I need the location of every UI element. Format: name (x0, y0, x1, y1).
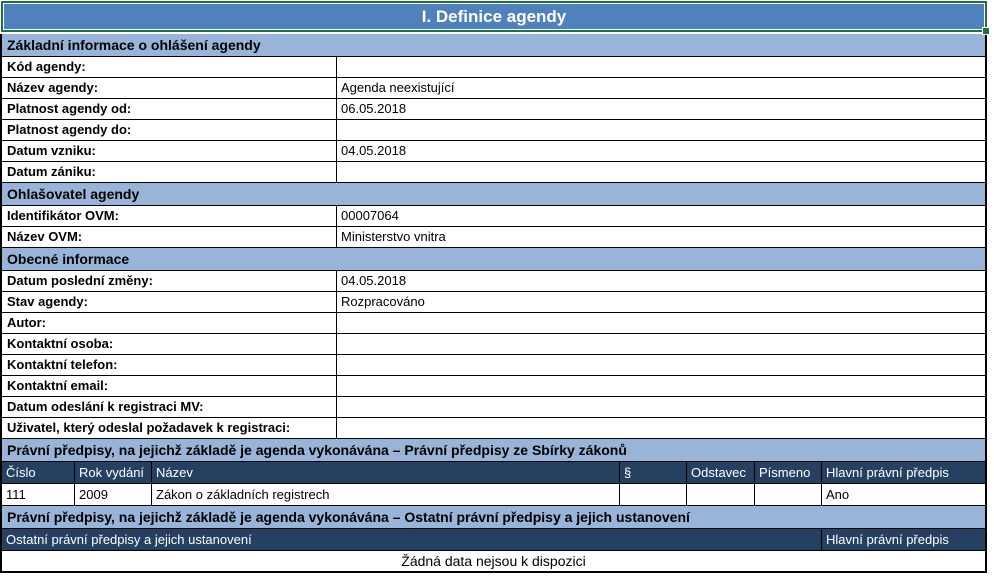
form-row (2, 162, 985, 183)
field-value-identifikator-ovm[interactable]: 00007064 (341, 208, 399, 223)
field-value-nazev-agendy[interactable]: Agenda neexistující (341, 80, 455, 95)
form-row (2, 376, 985, 397)
col-header-cislo[interactable]: Číslo (2, 462, 75, 483)
field-value-autor[interactable] (337, 313, 985, 333)
field-label-kod-agendy[interactable]: Kód agendy: (2, 57, 337, 77)
legal-table-header-row (2, 462, 985, 484)
form-row (2, 313, 985, 334)
field-value-uzivatel-pozadavek[interactable] (337, 418, 985, 438)
field-label-kontaktni-osoba[interactable]: Kontaktní osoba: (2, 334, 337, 354)
no-data-message: Žádná data nejsou k dispozici (401, 553, 586, 569)
form-row (2, 120, 985, 141)
form-row (2, 334, 985, 355)
col-header-pismeno[interactable]: Písmeno (755, 462, 822, 483)
field-value-datum-odeslani-registrace[interactable] (337, 397, 985, 417)
field-value-stav-agendy[interactable]: Rozpracováno (341, 294, 425, 309)
form-row (2, 418, 985, 439)
field-label-nazev-ovm[interactable]: Název OVM: (2, 227, 337, 247)
col-header-ostatni-predpisy[interactable]: Ostatní právní předpisy a jejich ustanovení (2, 529, 822, 550)
cell-nazev[interactable]: Zákon o základních registrech (152, 484, 620, 505)
form-row (2, 78, 985, 99)
field-label-uzivatel-pozadavek[interactable]: Uživatel, který odeslal požadavek k registraci: (2, 418, 337, 438)
cell-odstavec[interactable] (687, 484, 755, 505)
section-header-ohlasovatel[interactable]: Ohlašovatel agendy (2, 183, 985, 206)
form-grid (0, 34, 987, 573)
form-row (2, 292, 985, 313)
form-row (2, 227, 985, 248)
cell-pismeno[interactable] (755, 484, 822, 505)
title-selection-frame (1, 1, 987, 32)
form-row (2, 271, 985, 292)
form-row (2, 57, 985, 78)
cell-hlavni-predpis[interactable]: Ano (826, 487, 850, 502)
field-label-kontaktni-telefon[interactable]: Kontaktní telefon: (2, 355, 337, 375)
field-label-platnost-od[interactable]: Platnost agendy od: (2, 99, 337, 119)
field-value-kontaktni-email[interactable] (337, 376, 985, 396)
worksheet-title-cell[interactable]: I. Definice agendy (3, 3, 985, 30)
col-header-hlavni-predpis[interactable]: Hlavní právní předpis (826, 465, 949, 480)
cell-rok-vydani[interactable]: 2009 (75, 484, 152, 505)
field-label-datum-odeslani-registrace[interactable]: Datum odeslání k registraci MV: (2, 397, 337, 417)
field-value-datum-posledni-zmeny[interactable]: 04.05.2018 (341, 273, 407, 288)
col-header-odstavec[interactable]: Odstavec (687, 462, 755, 483)
section-header-legal-sbirka[interactable]: Právní předpisy, na jejichž základě je agenda vykonávána – Právní předpisy ze Sbírky zákonů (2, 439, 985, 462)
field-label-kontaktni-email[interactable]: Kontaktní email: (2, 376, 337, 396)
field-value-platnost-do[interactable] (337, 120, 985, 140)
section-header-basic-info[interactable]: Základní informace o ohlášení agendy (2, 34, 985, 57)
field-label-nazev-agendy[interactable]: Název agendy: (2, 78, 337, 98)
selection-fill-handle[interactable] (982, 27, 990, 35)
field-label-autor[interactable]: Autor: (2, 313, 337, 333)
legal-table-data-row (2, 484, 985, 506)
other-legal-table-header-row (2, 529, 985, 551)
field-value-platnost-od[interactable]: 06.05.2018 (341, 101, 407, 116)
field-label-stav-agendy[interactable]: Stav agendy: (2, 292, 337, 312)
field-label-identifikator-ovm[interactable]: Identifikátor OVM: (2, 206, 337, 226)
field-label-datum-vzniku[interactable]: Datum vzniku: (2, 141, 337, 161)
field-value-kontaktni-osoba[interactable] (337, 334, 985, 354)
form-row (2, 141, 985, 162)
cell-paragraf[interactable] (620, 484, 687, 505)
col-header-nazev[interactable]: Název (152, 462, 620, 483)
form-row (2, 397, 985, 418)
form-row (2, 206, 985, 227)
col-header-paragraf[interactable]: § (620, 462, 687, 483)
section-header-obecne-informace[interactable]: Obecné informace (2, 248, 985, 271)
field-value-nazev-ovm[interactable]: Ministerstvo vnitra (341, 229, 446, 244)
form-row (2, 355, 985, 376)
section-header-legal-ostatni[interactable]: Právní předpisy, na jejichž základě je agenda vykonávána – Ostatní právní předpisy a jejich ustanovení (2, 506, 985, 529)
field-value-kod-agendy[interactable] (337, 57, 985, 77)
field-value-kontaktni-telefon[interactable] (337, 355, 985, 375)
form-row (2, 99, 985, 120)
field-value-datum-zaniku[interactable] (337, 162, 985, 182)
field-label-datum-posledni-zmeny[interactable]: Datum poslední změny: (2, 271, 337, 291)
field-label-datum-zaniku[interactable]: Datum zániku: (2, 162, 337, 182)
cell-cislo[interactable]: 111 (2, 484, 75, 505)
field-label-platnost-do[interactable]: Platnost agendy do: (2, 120, 337, 140)
field-value-datum-vzniku[interactable]: 04.05.2018 (341, 143, 407, 158)
col-header-hlavni-predpis-2[interactable]: Hlavní právní předpis (826, 532, 949, 547)
col-header-rok-vydani[interactable]: Rok vydání (75, 462, 152, 483)
